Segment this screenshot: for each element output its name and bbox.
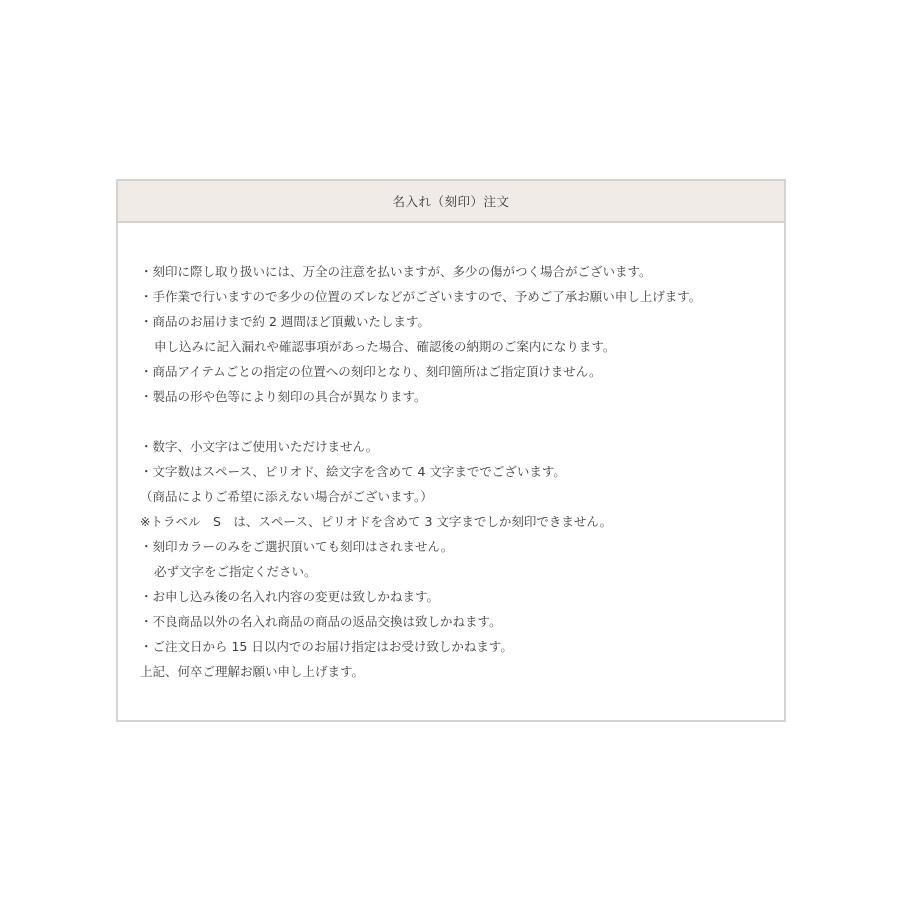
notice-line: ・商品アイテムごとの指定の位置への刻印となり、刻印箇所はご指定頂けません。 xyxy=(140,364,602,379)
notice-line: ・ご注文日から 15 日以内でのお届け指定はお受け致しかねます。 xyxy=(140,639,513,654)
notice-title: 名入れ（刻印）注文 xyxy=(392,194,510,209)
notice-line: （商品によりご希望に添えない場合がございます。） xyxy=(140,489,433,504)
notice-line: ・数字、小文字はご使用いただけません。 xyxy=(140,439,379,454)
notice-line: ・刻印に際し取り扱いには、万全の注意を払いますが、多少の傷がつく場合がございます。 xyxy=(140,264,652,279)
notice-line: ・お申し込み後の名入れ内容の変更は致しかねます。 xyxy=(140,589,440,604)
notice-line: ※トラベル S は、スペース、ピリオドを含めて 3 文字までしか刻印できません。 xyxy=(140,514,613,529)
notice-line: ・文字数はスペース、ピリオド、絵文字を含めて 4 文字まででございます。 xyxy=(140,464,566,479)
notice-line: ・刻印カラーのみをご選択頂いても刻印はされません。 xyxy=(140,539,454,554)
notice-line: ・製品の形や色等により刻印の具合が異なります。 xyxy=(140,389,427,404)
notice-body xyxy=(140,259,774,684)
notice-line: ・商品のお届けまで約 2 週間ほど頂戴いたします。 xyxy=(140,314,430,329)
notice-line: ・手作業で行いますので多少の位置のズレなどがございますので、予めご了承お願い申し上げます。 xyxy=(140,289,702,304)
notice-header xyxy=(118,181,784,223)
notice-line: ・不良商品以外の名入れ商品の商品の返品交換は致しかねます。 xyxy=(140,614,502,629)
notice-spacer xyxy=(140,409,774,434)
notice-line: 上記、何卒ご理解お願い申し上げます。 xyxy=(140,664,365,679)
notice-line: 申し込みに記入漏れや確認事項があった場合、確認後の納期のご案内になります。 xyxy=(154,339,616,354)
engraving-notice-box xyxy=(116,179,786,722)
notice-line: 必ず文字をご指定ください。 xyxy=(154,564,317,579)
